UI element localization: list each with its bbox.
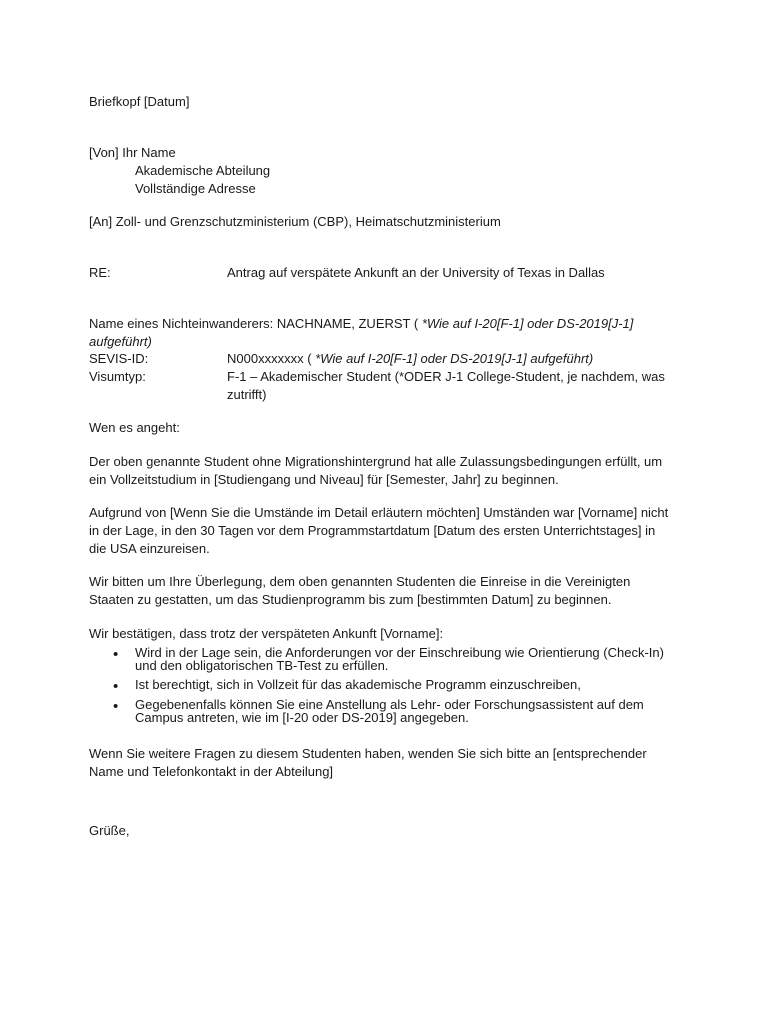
bullet-icon: • [113,678,119,695]
sender-block [89,144,674,198]
sender-department: Akademische Abteilung [135,163,271,178]
visa-label: Visumtyp: [89,369,146,384]
paragraph-contact: Wenn Sie weitere Fragen zu diesem Studenten haben, wenden Sie sich bitte an [entsprechender Name und Telefonkontakt in der Abteilung] [89,746,647,779]
sender-address: Vollständige Adresse [135,181,256,196]
paragraph-request: Wir bitten um Ihre Überlegung, dem oben genannten Studenten die Einreise in die Vereinigten Staaten zu gestatten, um das Studienprogramm bis zum [bestimmten Datum] zu beginnen. [89,574,631,607]
salutation: Wen es angeht: [89,420,180,435]
visa-line [89,368,674,404]
recipient: [An] Zoll- und Grenzschutzministerium (CBP), Heimatschutzministerium [89,214,501,229]
nonimmigrant-name [89,315,674,351]
visa-value: F-1 – Akademischer Student (*ODER J-1 College-Student, je nachdem, was zutrifft) [227,369,665,402]
confirmation-intro: Wir bestätigen, dass trotz der verspäteten Ankunft [Vorname]: [89,626,444,641]
list-item [89,698,674,724]
sevis-value: N000xxxxxxx ( [227,351,316,366]
list-item-text: Wird in der Lage sein, die Anforderungen vor der Einschreibung wie Orientierung (Check-In) und den obligatorischen TB-Test zu erfüllen. [135,645,664,673]
paragraph-circumstances: Aufgrund von [Wenn Sie die Umstände im Detail erläutern möchten] Umständen war [Vorname] nicht in der Lage, in den 30 Tagen vor dem Programmstartdatum [Datum des ersten Unterrichtstages] in die USA einzureisen. [89,505,669,556]
list-item [89,677,674,695]
list-item [89,646,674,672]
list-item-text: Gegebenenfalls können Sie eine Anstellung als Lehr- oder Forschungsassistent auf dem Campus antreten, wie im [I-20 oder DS-2019] angegeben. [135,697,644,725]
sender-name: [Von] Ihr Name [89,145,176,160]
sevis-note: *Wie auf I-20[F-1] oder DS-2019[J-1] aufgeführt) [315,351,594,366]
subject-label: RE: [89,265,111,280]
subject-value: Antrag auf verspätete Ankunft an der University of Texas in Dallas [227,265,605,280]
closing: Grüße, [89,823,130,838]
sevis-label: SEVIS-ID: [89,351,149,366]
paragraph-eligibility: Der oben genannte Student ohne Migrationshintergrund hat alle Zulassungsbedingungen erfüllt, um ein Vollzeitstudium in [Studiengang und Niveau] für [Semester, Jahr] zu beginnen. [89,454,663,487]
list-item-text: Ist berechtigt, sich in Vollzeit für das akademische Programm einzuschreiben, [135,677,581,692]
nonimmigrant-name-label: Name eines Nichteinwanderers: NACHNAME, ZUERST ( [89,316,422,331]
subject-line [89,264,674,282]
nonimmigrant-name-note: *Wie auf I-20[F-1] oder DS-2019[J-1] aufgeführt) [89,316,634,349]
bullet-icon: • [113,698,119,715]
letterhead: Briefkopf [Datum] [89,94,190,109]
bullet-icon: • [113,646,119,663]
sevis-line [89,350,674,368]
